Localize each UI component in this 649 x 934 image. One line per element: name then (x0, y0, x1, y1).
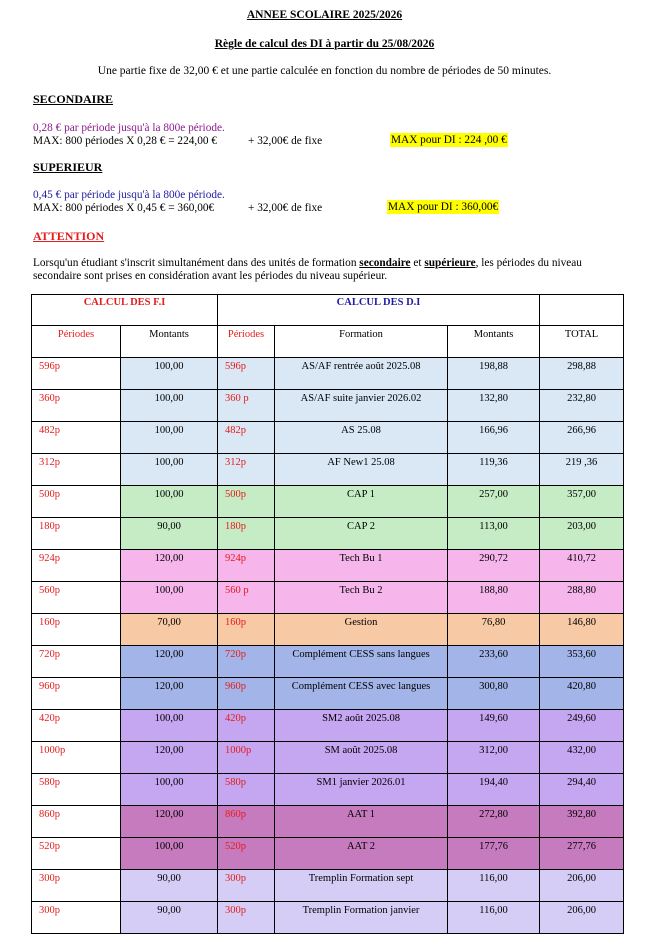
fi-montant-cell: 100,00 (121, 710, 218, 742)
total-cell: 203,00 (540, 518, 624, 550)
total-cell: 266,96 (540, 422, 624, 454)
fi-montant-cell: 100,00 (121, 422, 218, 454)
di-periodes-cell: 482p (218, 422, 275, 454)
di-periodes-cell: 560 p (218, 582, 275, 614)
group-header-di: CALCUL DES D.I (218, 295, 540, 326)
total-cell: 146,80 (540, 614, 624, 646)
di-montant-cell: 300,80 (448, 678, 540, 710)
secondaire-rate: 0,28 € par période jusqu'à la 800e période. (33, 122, 225, 134)
di-periodes-cell: 596p (218, 358, 275, 390)
fi-montant-cell: 120,00 (121, 742, 218, 774)
formation-cell: SM1 janvier 2026.01 (275, 774, 448, 806)
di-montant-cell: 257,00 (448, 486, 540, 518)
di-montant-cell: 194,40 (448, 774, 540, 806)
superieur-rate: 0,45 € par période jusqu'à la 800e période. (33, 189, 225, 201)
table-row (32, 838, 624, 870)
table-row (32, 774, 624, 806)
group-header-fi: CALCUL DES F.I (32, 295, 218, 326)
di-periodes-cell: 420p (218, 710, 275, 742)
table-row (32, 614, 624, 646)
secondaire-heading: SECONDAIRE (33, 92, 114, 106)
secondaire-max-di: MAX pour DI : 224 ,00 € (391, 134, 507, 146)
table-row (32, 646, 624, 678)
total-cell: 249,60 (540, 710, 624, 742)
fi-periodes-cell: 160p (32, 614, 121, 646)
di-periodes-cell: 924p (218, 550, 275, 582)
attention-text-1: Lorsqu'un étudiant s'inscrit simultanément dans des unités de formation (33, 257, 360, 269)
fi-montant-cell: 100,00 (121, 358, 218, 390)
fi-periodes-cell: 180p (32, 518, 121, 550)
fi-montant-cell: 120,00 (121, 678, 218, 710)
rule-subtitle: Règle de calcul des DI à partir du 25/08/2026 (214, 38, 435, 50)
fi-montant-cell: 120,00 (121, 550, 218, 582)
total-cell: 219 ,36 (540, 454, 624, 486)
formation-cell: SM2 août 2025.08 (275, 710, 448, 742)
total-cell: 294,40 (540, 774, 624, 806)
fi-periodes-cell: 720p (32, 646, 121, 678)
fi-montant-cell: 70,00 (121, 614, 218, 646)
attention-text-2: et (410, 257, 425, 269)
fi-periodes-cell: 420p (32, 710, 121, 742)
table-row (32, 902, 624, 934)
superieur-fixed: + 32,00€ de fixe (248, 202, 323, 214)
di-periodes-cell: 312p (218, 454, 275, 486)
fi-montant-cell: 90,00 (121, 518, 218, 550)
table-row (32, 582, 624, 614)
table-row (32, 550, 624, 582)
fi-periodes-cell: 312p (32, 454, 121, 486)
total-cell: 288,80 (540, 582, 624, 614)
superieur-heading: SUPERIEUR (33, 160, 103, 174)
fi-montant-cell: 100,00 (121, 390, 218, 422)
di-montant-cell: 149,60 (448, 710, 540, 742)
total-cell: 392,80 (540, 806, 624, 838)
fi-montant-cell: 90,00 (121, 870, 218, 902)
formation-cell: Tech Bu 1 (275, 550, 448, 582)
group-header-empty (540, 295, 624, 326)
di-montant-cell: 177,76 (448, 838, 540, 870)
table-row (32, 358, 624, 390)
di-periodes-cell: 960p (218, 678, 275, 710)
di-montant-cell: 312,00 (448, 742, 540, 774)
document-title: ANNEE SCOLAIRE 2025/2026 (246, 9, 403, 21)
di-montant-cell: 188,80 (448, 582, 540, 614)
fi-periodes-cell: 300p (32, 870, 121, 902)
fi-montant-cell: 100,00 (121, 838, 218, 870)
di-montant-cell: 76,80 (448, 614, 540, 646)
di-periodes-cell: 360 p (218, 390, 275, 422)
total-cell: 357,00 (540, 486, 624, 518)
di-periodes-cell: 580p (218, 774, 275, 806)
formation-cell: Tremplin Formation sept (275, 870, 448, 902)
total-cell: 206,00 (540, 870, 624, 902)
di-periodes-cell: 500p (218, 486, 275, 518)
superieur-max-line: MAX: 800 périodes X 0,45 € = 360,00€ (33, 202, 215, 214)
fi-periodes-cell: 596p (32, 358, 121, 390)
attention-note (33, 257, 623, 283)
formation-cell: Complément CESS avec langues (275, 678, 448, 710)
fi-montant-cell: 90,00 (121, 902, 218, 934)
table-row (32, 710, 624, 742)
fi-montant-cell: 120,00 (121, 646, 218, 678)
fi-montant-cell: 120,00 (121, 806, 218, 838)
di-montant-cell: 116,00 (448, 870, 540, 902)
formation-cell: AS/AF suite janvier 2026.02 (275, 390, 448, 422)
keyword-secondaire: secondaire (359, 257, 411, 269)
fi-periodes-cell: 500p (32, 486, 121, 518)
fi-periodes-cell: 1000p (32, 742, 121, 774)
di-montant-cell: 132,80 (448, 390, 540, 422)
table-row (32, 454, 624, 486)
table-row (32, 390, 624, 422)
total-cell: 353,60 (540, 646, 624, 678)
di-periodes-cell: 300p (218, 902, 275, 934)
fi-periodes-cell: 482p (32, 422, 121, 454)
di-montant-cell: 290,72 (448, 550, 540, 582)
table-row (32, 422, 624, 454)
formation-cell: AS/AF rentrée août 2025.08 (275, 358, 448, 390)
superieur-max-di: MAX pour DI : 360,00€ (388, 201, 499, 213)
di-periodes-cell: 520p (218, 838, 275, 870)
col-header-di-periodes: Périodes (218, 326, 275, 358)
fi-periodes-cell: 860p (32, 806, 121, 838)
formation-cell: Gestion (275, 614, 448, 646)
di-periodes-cell: 720p (218, 646, 275, 678)
total-cell: 410,72 (540, 550, 624, 582)
attention-heading: ATTENTION (33, 229, 105, 243)
secondaire-max-line: MAX: 800 périodes X 0,28 € = 224,00 € (33, 135, 217, 147)
di-periodes-cell: 860p (218, 806, 275, 838)
fi-montant-cell: 100,00 (121, 774, 218, 806)
di-montant-cell: 233,60 (448, 646, 540, 678)
formation-cell: SM août 2025.08 (275, 742, 448, 774)
fi-periodes-cell: 360p (32, 390, 121, 422)
table-row (32, 870, 624, 902)
table-row (32, 678, 624, 710)
di-montant-cell: 198,88 (448, 358, 540, 390)
col-header-di-montants: Montants (448, 326, 540, 358)
table-row (32, 806, 624, 838)
di-periodes-cell: 180p (218, 518, 275, 550)
fi-montant-cell: 100,00 (121, 454, 218, 486)
di-montant-cell: 272,80 (448, 806, 540, 838)
formation-cell: CAP 2 (275, 518, 448, 550)
col-header-formation: Formation (275, 326, 448, 358)
fi-periodes-cell: 560p (32, 582, 121, 614)
total-cell: 432,00 (540, 742, 624, 774)
fi-periodes-cell: 300p (32, 902, 121, 934)
fi-montant-cell: 100,00 (121, 486, 218, 518)
fi-periodes-cell: 580p (32, 774, 121, 806)
intro-text: Une partie fixe de 32,00 € et une partie calculée en fonction du nombre de périodes de 50 minutes. (97, 65, 552, 77)
total-cell: 206,00 (540, 902, 624, 934)
formation-cell: AS 25.08 (275, 422, 448, 454)
attention-text-3: , les périodes du niveau secondaire sont prises en considération avant les périodes du niveau supérieur. (33, 257, 582, 282)
calculation-table (31, 294, 624, 934)
formation-cell: Tremplin Formation janvier (275, 902, 448, 934)
di-periodes-cell: 1000p (218, 742, 275, 774)
formation-cell: CAP 1 (275, 486, 448, 518)
fi-periodes-cell: 520p (32, 838, 121, 870)
table-row (32, 742, 624, 774)
formation-cell: AF New1 25.08 (275, 454, 448, 486)
keyword-superieure: supérieure (424, 257, 476, 269)
fi-periodes-cell: 924p (32, 550, 121, 582)
di-montant-cell: 116,00 (448, 902, 540, 934)
di-montant-cell: 166,96 (448, 422, 540, 454)
col-header-total: TOTAL (540, 326, 624, 358)
formation-cell: AAT 2 (275, 838, 448, 870)
di-montant-cell: 113,00 (448, 518, 540, 550)
col-header-fi-montants: Montants (121, 326, 218, 358)
total-cell: 298,88 (540, 358, 624, 390)
formation-cell: Complément CESS sans langues (275, 646, 448, 678)
total-cell: 420,80 (540, 678, 624, 710)
table-row (32, 486, 624, 518)
total-cell: 232,80 (540, 390, 624, 422)
col-header-fi-periodes: Périodes (32, 326, 121, 358)
fi-montant-cell: 100,00 (121, 582, 218, 614)
secondaire-fixed: + 32,00€ de fixe (248, 135, 323, 147)
formation-cell: Tech Bu 2 (275, 582, 448, 614)
di-montant-cell: 119,36 (448, 454, 540, 486)
fi-periodes-cell: 960p (32, 678, 121, 710)
table-row (32, 518, 624, 550)
total-cell: 277,76 (540, 838, 624, 870)
formation-cell: AAT 1 (275, 806, 448, 838)
di-periodes-cell: 300p (218, 870, 275, 902)
di-periodes-cell: 160p (218, 614, 275, 646)
